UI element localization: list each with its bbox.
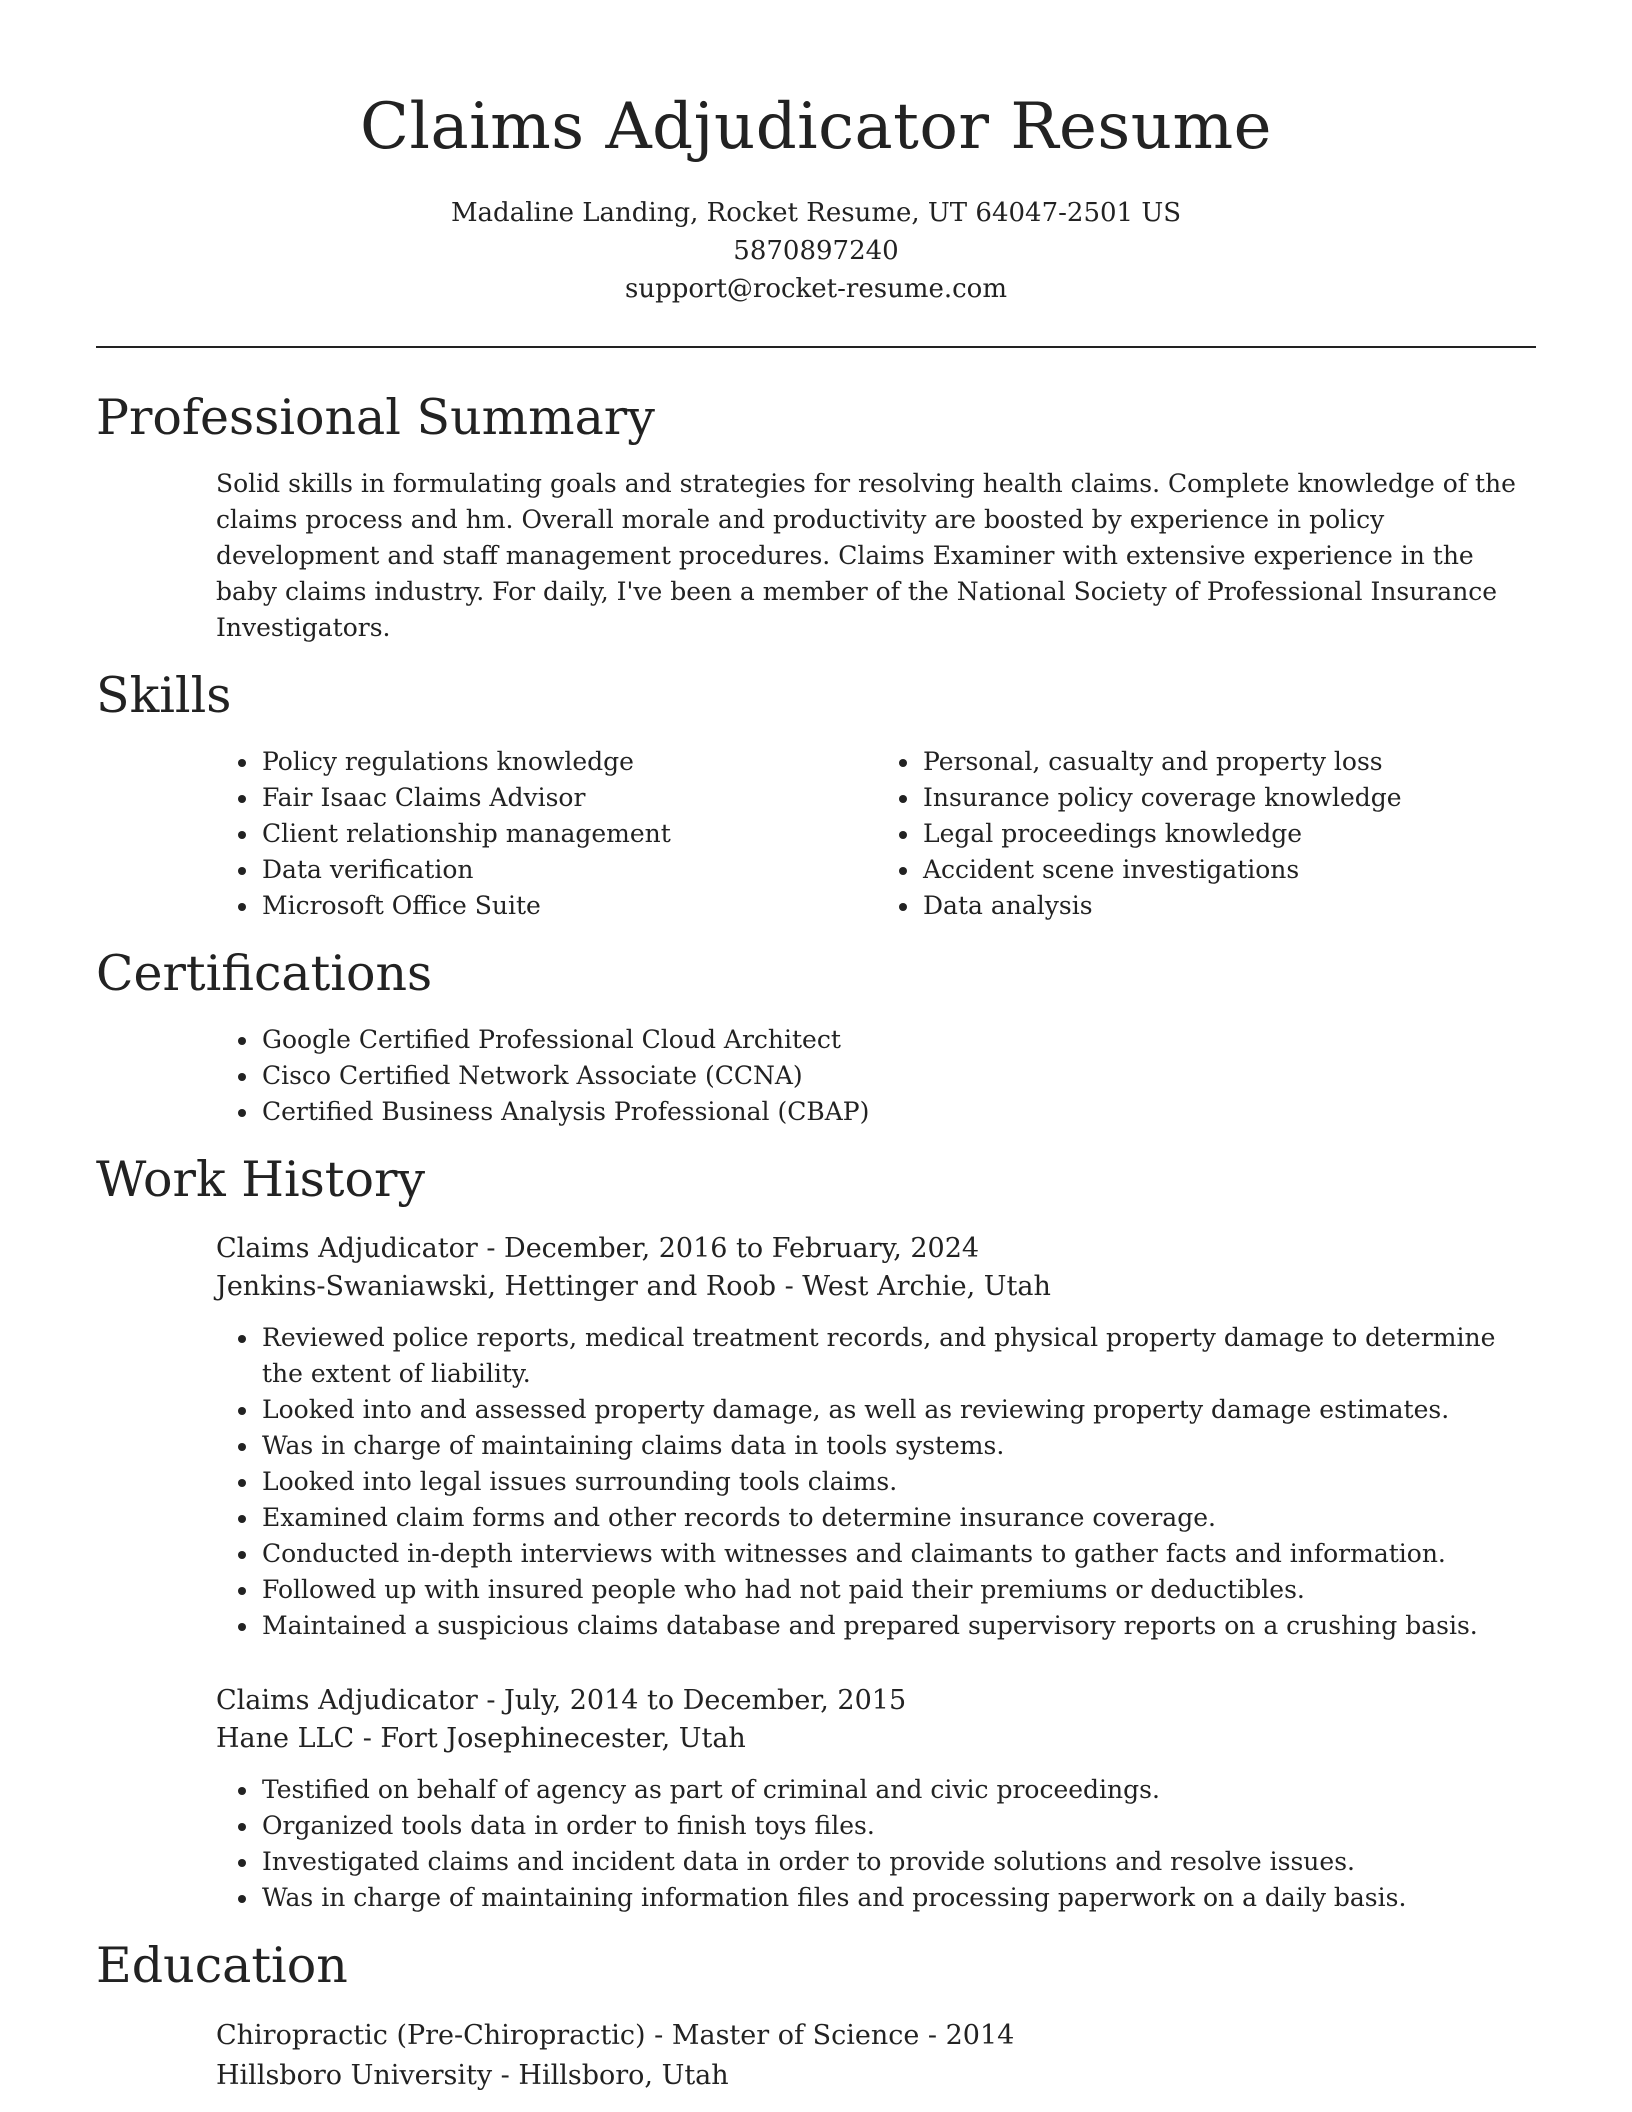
education-school: Hillsboro University - Hillsboro, Utah [216, 2060, 729, 2091]
job-bullet: • Was in charge of maintaining information files and processing paperwork on a daily basis. [260, 1880, 1536, 1916]
skill-item: • Legal proceedings knowledge [921, 816, 1536, 852]
summary-text: Solid skills in formulating goals and strategies for resolving health claims. Complete knowledge of the claims process and hm. Overall morale and productivity are boosted by experience in policy development and staff management procedures. Claims Examiner with extensive experience in the baby claims industry. For daily, I've been a member of the National Society of Professional Insurance Investigators. [216, 469, 1516, 642]
job-header [216, 1682, 1536, 1758]
contact-address: Madaline Landing, Rocket Resume, UT 64047-2501 US [450, 198, 1182, 228]
skill-item: • Fair Isaac Claims Advisor [260, 780, 875, 816]
work-history-heading: Work History [96, 1151, 426, 1208]
job-company-location: Hane LLC - Fort Josephinecester, Utah [216, 1723, 746, 1754]
job-entry [96, 1682, 1536, 1916]
job-bullets [96, 1772, 1536, 1916]
skill-item: • Data verification [260, 852, 875, 888]
job-entry [96, 1230, 1536, 1644]
job-bullet: • Was in charge of maintaining claims data in tools systems. [260, 1428, 1536, 1464]
skills-heading: Skills [96, 667, 232, 724]
certification-item: • Google Certified Professional Cloud Architect [260, 1022, 1536, 1058]
skill-item: • Personal, casualty and property loss [921, 744, 1536, 780]
education-heading: Education [96, 1937, 348, 1994]
certification-item: • Certified Business Analysis Professional (CBAP) [260, 1094, 1536, 1130]
job-bullet: • Reviewed police reports, medical treatment records, and physical property damage to determine the extent of liability. [260, 1320, 1536, 1392]
job-bullets [96, 1320, 1536, 1644]
job-bullet: • Conducted in-depth interviews with witnesses and claimants to gather facts and information. [260, 1536, 1536, 1572]
education-entry [216, 2016, 1536, 2096]
contact-phone: 5870897240 [733, 236, 899, 266]
skills-section [96, 664, 1536, 924]
contact-email: support@rocket-resume.com [624, 274, 1007, 304]
job-bullet: • Organized tools data in order to finish toys files. [260, 1808, 1536, 1844]
skill-item: • Accident scene investigations [921, 852, 1536, 888]
job-bullet: • Examined claim forms and other records to determine insurance coverage. [260, 1500, 1536, 1536]
job-role-dates: Claims Adjudicator - July, 2014 to December, 2015 [216, 1685, 907, 1716]
contact-block [96, 194, 1536, 308]
skill-item: • Microsoft Office Suite [260, 888, 875, 924]
summary-heading: Professional Summary [96, 389, 655, 446]
skills-column-2 [875, 744, 1536, 924]
work-history-section [96, 1148, 1536, 1916]
skills-column-1 [96, 744, 875, 924]
job-header [216, 1230, 1536, 1306]
job-bullet: • Investigated claims and incident data in order to provide solutions and resolve issues. [260, 1844, 1536, 1880]
education-degree: Chiropractic (Pre-Chiropractic) - Master of Science - 2014 [216, 2020, 1015, 2051]
job-role-dates: Claims Adjudicator - December, 2016 to February, 2024 [216, 1233, 980, 1264]
job-bullet: • Maintained a suspicious claims database and prepared supervisory reports on a crushing basis. [260, 1608, 1536, 1644]
skill-item: • Policy regulations knowledge [260, 744, 875, 780]
job-bullet: • Looked into legal issues surrounding tools claims. [260, 1464, 1536, 1500]
job-bullet: • Followed up with insured people who had not paid their premiums or deductibles. [260, 1572, 1536, 1608]
skills-grid [96, 744, 1536, 924]
certifications-section [96, 942, 1536, 1130]
skill-item: • Data analysis [921, 888, 1536, 924]
certifications-list [96, 1022, 1536, 1130]
certifications-heading: Certifications [96, 945, 433, 1002]
certification-item: • Cisco Certified Network Associate (CCNA) [260, 1058, 1536, 1094]
education-section [96, 1934, 1536, 2096]
job-company-location: Jenkins-Swaniawski, Hettinger and Roob - West Archie, Utah [216, 1271, 1051, 1302]
resume-title: Claims Adjudicator Resume [360, 90, 1272, 164]
job-bullet: • Looked into and assessed property damage, as well as reviewing property damage estimates. [260, 1392, 1536, 1428]
resume-header [96, 0, 1536, 308]
summary-section [96, 386, 1536, 646]
job-bullet: • Testified on behalf of agency as part of criminal and civic proceedings. [260, 1772, 1536, 1808]
skill-item: • Client relationship management [260, 816, 875, 852]
skill-item: • Insurance policy coverage knowledge [921, 780, 1536, 816]
header-divider [96, 346, 1536, 348]
